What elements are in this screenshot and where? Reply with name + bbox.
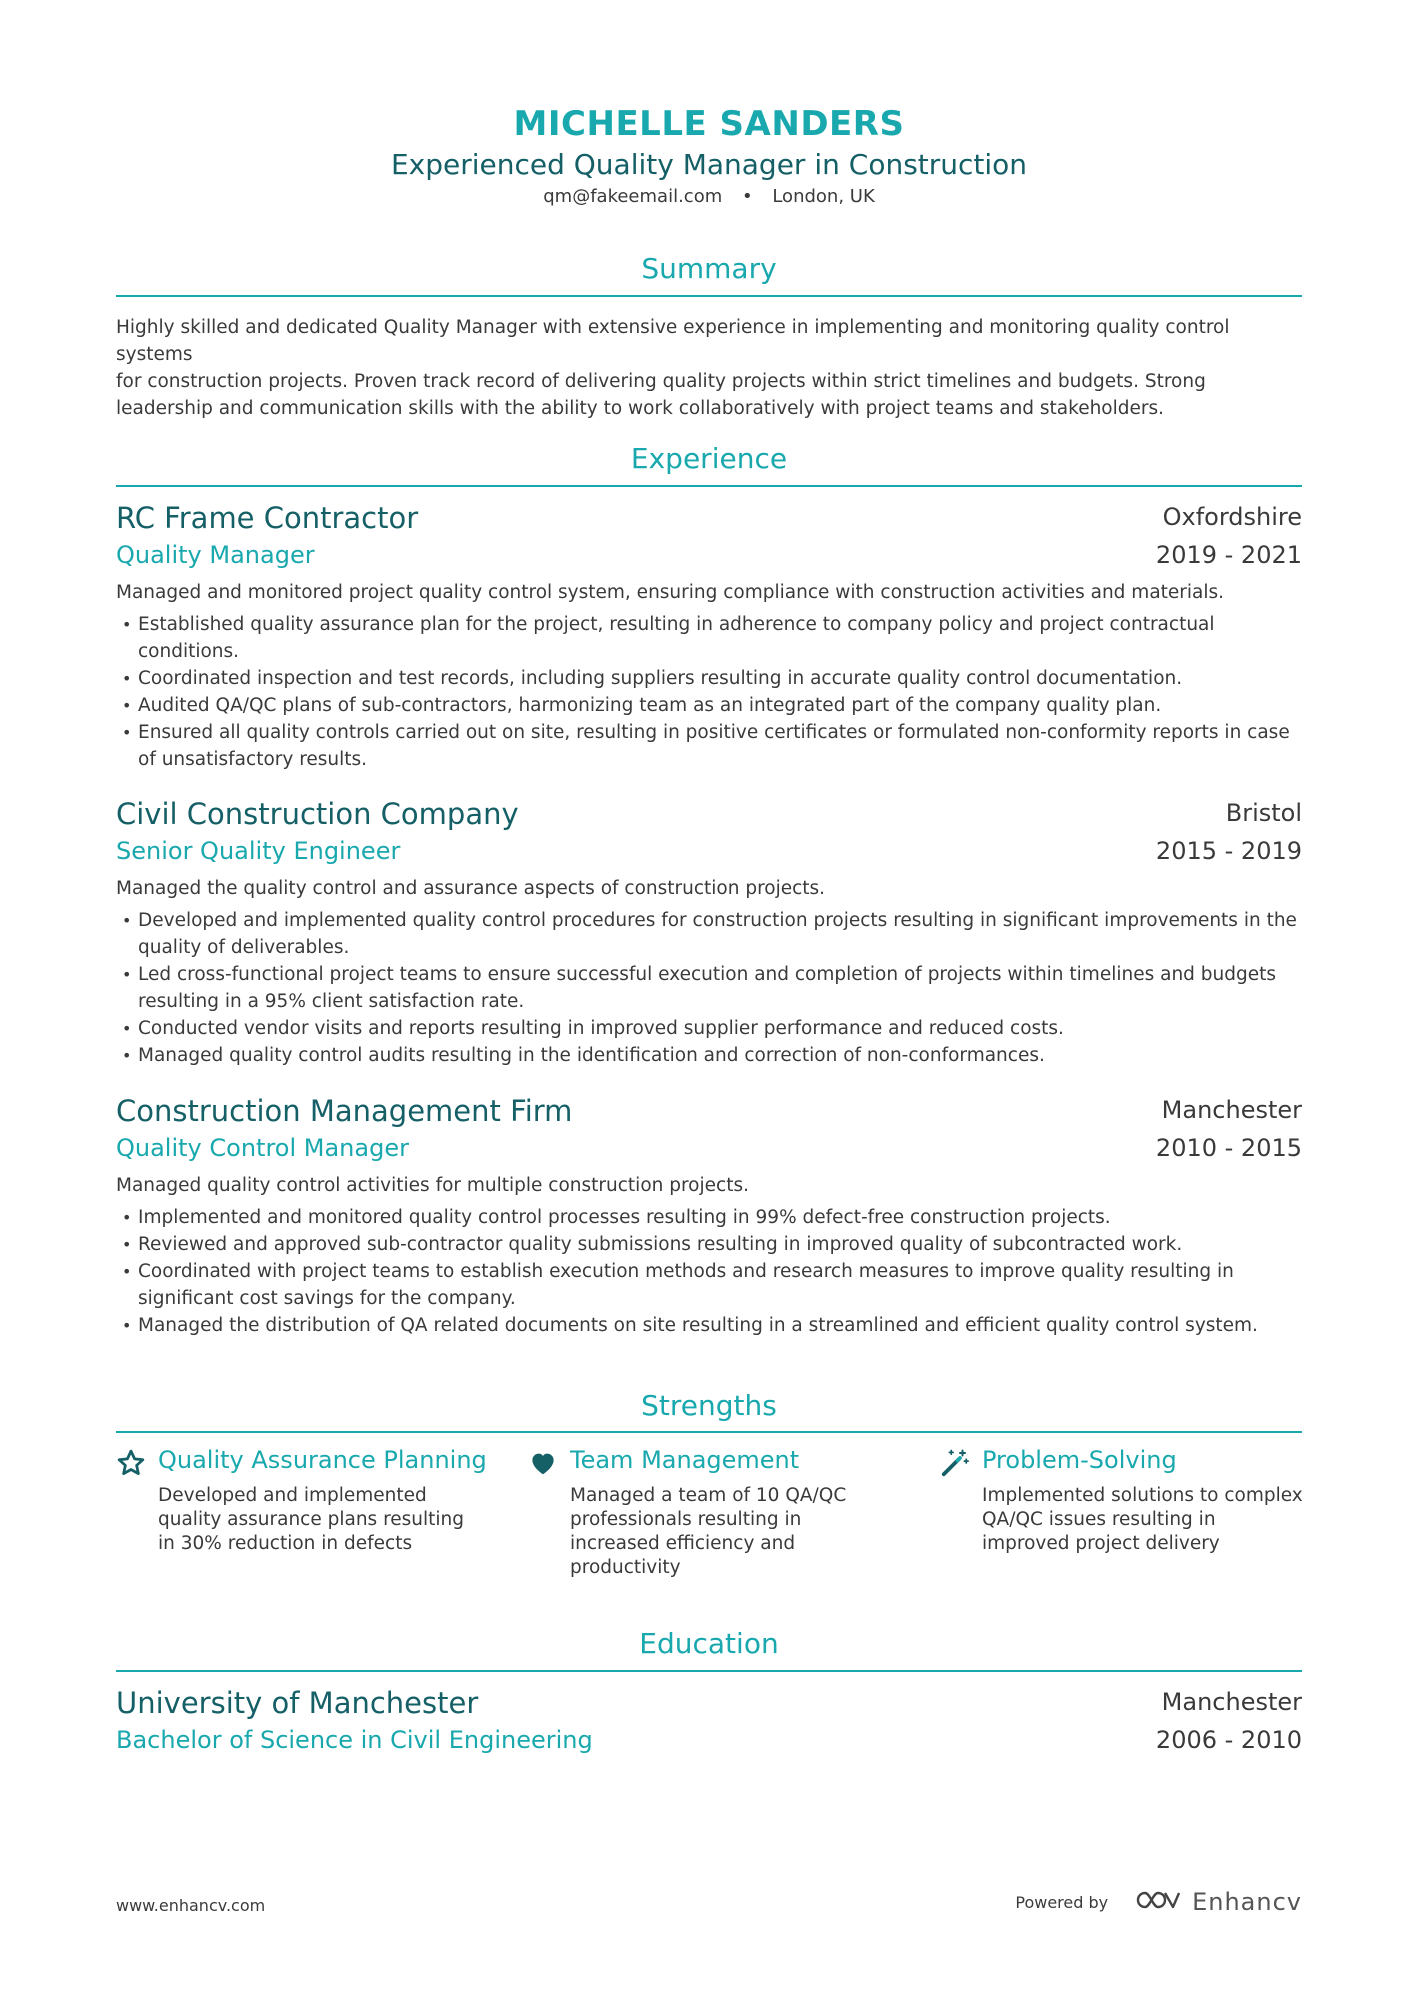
job-bullet: • Coordinated inspection and test records, including suppliers resulting in accurate quality control documentation.: [116, 665, 1302, 692]
job-bullet: • Audited QA/QC plans of sub-contractors, harmonizing team as an integrated part of the company quality plan.: [116, 692, 1302, 719]
magic-wand-icon: [940, 1448, 970, 1478]
contact-line: [116, 186, 1302, 207]
job-role: Quality Manager: [116, 541, 315, 569]
job-bullet: • Coordinated with project teams to establish execution methods and research measures to improve quality resulting in significant cost savings for the company.: [116, 1258, 1302, 1312]
section-title-experience: Experience: [630, 442, 788, 475]
job-bullet: • Ensured all quality controls carried out on site, resulting in positive certificates or formulated non-conformity reports in case of unsatisfactory results.: [116, 719, 1302, 773]
powered-by-label: Powered by: [1015, 1892, 1109, 1912]
email-link[interactable]: qm@fakeemail.com: [543, 186, 723, 207]
job-bullet: • Conducted vendor visits and reports resulting in improved supplier performance and reduced costs.: [116, 1015, 1302, 1042]
job-bullet: • Implemented and monitored quality control processes resulting in 99% defect-free construction projects.: [116, 1204, 1302, 1231]
section-divider: [116, 1670, 1302, 1672]
company-name: Civil Construction Company: [116, 797, 519, 831]
strength-title: Team Management: [570, 1446, 800, 1474]
job-bullets: [116, 1204, 1302, 1339]
strength-description: Developed and implemented quality assurance plans resulting in 30% reduction in defects: [158, 1485, 465, 1554]
enhancv-logo-icon: [1134, 1888, 1180, 1916]
section-title-education: Education: [639, 1627, 779, 1660]
summary-line: leadership and communication skills with the ability to work collaboratively with project teams and stakeholders.: [116, 398, 1165, 419]
strength-title: Quality Assurance Planning: [158, 1446, 487, 1474]
job-description: Managed the quality control and assurance aspects of construction projects.: [116, 878, 826, 899]
footer-branding: [1015, 1888, 1302, 1916]
contact-separator: •: [741, 186, 753, 207]
section-title-strengths: Strengths: [641, 1389, 777, 1422]
job-location: Manchester: [1161, 1096, 1302, 1124]
education-dates: 2006 - 2010: [1155, 1726, 1302, 1754]
job-dates: 2015 - 2019: [1155, 837, 1302, 865]
job-dates: 2019 - 2021: [1155, 541, 1302, 569]
section-divider: [116, 1431, 1302, 1433]
job-bullet: • Managed the distribution of QA related documents on site resulting in a streamlined and efficient quality control system.: [116, 1312, 1302, 1339]
job-location: Oxfordshire: [1162, 503, 1302, 531]
location-text: London, UK: [772, 186, 875, 207]
section-title-summary: Summary: [641, 252, 777, 285]
job-description: Managed and monitored project quality control system, ensuring compliance with construction activities and materials.: [116, 582, 1225, 603]
job-location: Bristol: [1225, 799, 1302, 827]
job-bullet: • Established quality assurance plan for the project, resulting in adherence to company policy and project contractual conditions.: [116, 611, 1302, 665]
company-name: RC Frame Contractor: [116, 501, 419, 535]
degree-name: Bachelor of Science in Civil Engineering: [116, 1726, 593, 1754]
job-bullet: • Led cross-functional project teams to ensure successful execution and completion of projects within timelines and budgets resulting in a 95% client satisfaction rate.: [116, 961, 1302, 1015]
section-divider: [116, 485, 1302, 487]
summary-line: Highly skilled and dedicated Quality Manager with extensive experience in implementing and monitoring quality control systems: [116, 317, 1230, 365]
job-bullets: [116, 907, 1302, 1069]
job-description: Managed quality control activities for multiple construction projects.: [116, 1175, 749, 1196]
strength-description: Managed a team of 10 QA/QC professionals resulting in increased efficiency and productivity: [570, 1485, 847, 1578]
job-bullet: • Developed and implemented quality control procedures for construction projects resulting in significant improvements in the quality of deliverables.: [116, 907, 1302, 961]
strength-description: Implemented solutions to complex QA/QC issues resulting in improved project delivery: [982, 1485, 1303, 1554]
school-location: Manchester: [1161, 1688, 1302, 1716]
section-divider: [116, 295, 1302, 297]
candidate-headline: Experienced Quality Manager in Construction: [390, 148, 1028, 181]
summary-line: for construction projects. Proven track record of delivering quality projects within strict timelines and budgets. Strong: [116, 371, 1206, 392]
star-icon: [116, 1448, 146, 1478]
job-dates: 2010 - 2015: [1155, 1134, 1302, 1162]
job-bullet: • Reviewed and approved sub-contractor quality submissions resulting in improved quality of subcontracted work.: [116, 1231, 1302, 1258]
company-name: Construction Management Firm: [116, 1094, 573, 1128]
job-bullet: • Managed quality control audits resulting in the identification and correction of non-conformances.: [116, 1042, 1302, 1069]
candidate-name: MICHELLE SANDERS: [513, 104, 905, 144]
school-name: University of Manchester: [116, 1686, 479, 1720]
heart-icon: [528, 1448, 558, 1478]
job-role: Senior Quality Engineer: [116, 837, 401, 865]
strength-title: Problem-Solving: [982, 1446, 1177, 1474]
job-role: Quality Control Manager: [116, 1134, 409, 1162]
summary-text: [116, 314, 1302, 422]
enhancv-brand-name[interactable]: Enhancv: [1192, 1888, 1302, 1916]
job-bullets: [116, 611, 1302, 773]
footer-website-link[interactable]: www.enhancv.com: [116, 1896, 266, 1915]
